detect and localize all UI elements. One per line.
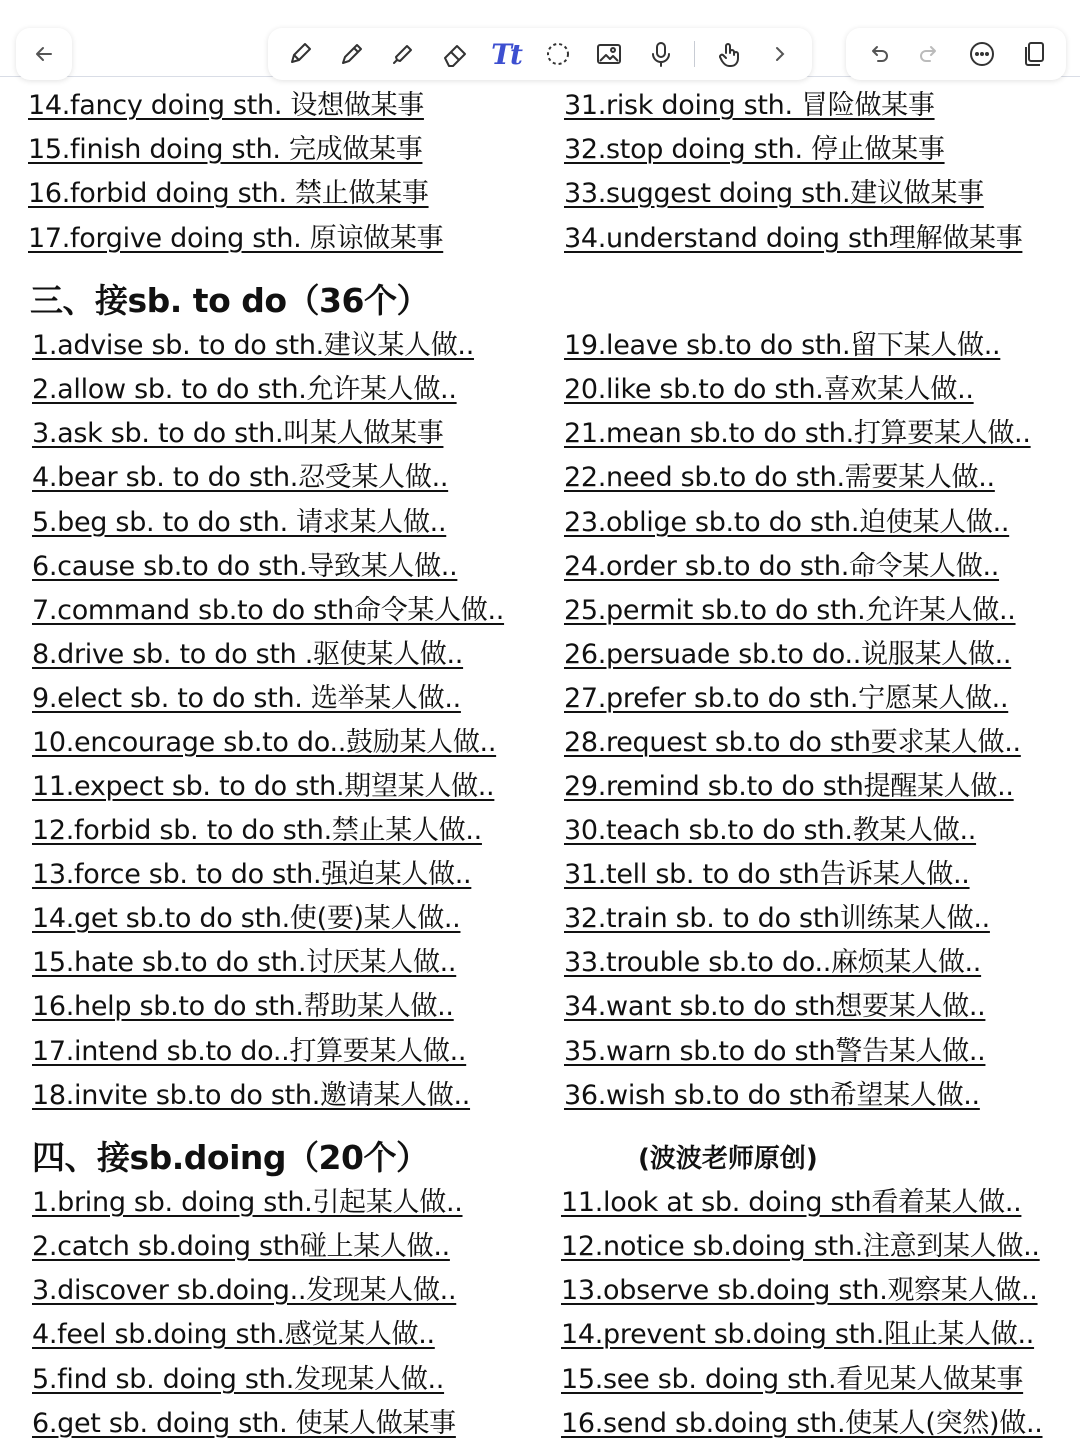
list-item: 31.tell sb. to do sth告诉某人做..: [564, 859, 970, 890]
back-arrow-icon: [26, 36, 62, 72]
lasso-icon[interactable]: [540, 36, 576, 72]
list-item: 23.oblige sb.to do sth.迫使某人做..: [564, 507, 1010, 538]
list-item: 9.elect sb. to do sth. 选举某人做..: [32, 683, 461, 714]
list-item: 16.help sb.to do sth.帮助某人做..: [32, 991, 454, 1022]
tool-palette: [268, 28, 812, 80]
highlighter-icon[interactable]: [385, 36, 421, 72]
list-item: 33.suggest doing sth.建议做某事: [564, 178, 984, 209]
list-item: 36.wish sb.to do sth希望某人做..: [564, 1080, 980, 1111]
image-icon[interactable]: [591, 36, 627, 72]
author-note: (波波老师原创): [638, 1144, 818, 1174]
list-item: 22.need sb.to do sth.需要某人做..: [564, 462, 995, 493]
list-item: 19.leave sb.to do sth.留下某人做..: [564, 330, 1001, 361]
list-item: 14.fancy doing sth. 设想做某事: [28, 90, 424, 121]
document-actions: [846, 28, 1066, 80]
list-item: 15.finish doing sth. 完成做某事: [28, 134, 423, 165]
list-item: 18.invite sb.to do sth.邀请某人做..: [32, 1080, 471, 1111]
pen-icon[interactable]: [282, 36, 318, 72]
list-item: 12.notice sb.doing sth.注意到某人做..: [561, 1231, 1040, 1262]
list-item: 14.get sb.to do sth.使(要)某人做..: [32, 903, 461, 934]
list-item: 3.ask sb. to do sth.叫某人做某事: [32, 418, 444, 449]
list-item: 31.risk doing sth. 冒险做某事: [564, 90, 935, 121]
list-item: 12.forbid sb. to do sth.禁止某人做..: [32, 815, 482, 846]
list-item: 11.look at sb. doing sth看着某人做..: [561, 1187, 1022, 1218]
undo-icon[interactable]: [860, 36, 896, 72]
list-item: 26.persuade sb.to do..说服某人做..: [564, 639, 1012, 670]
toolbar-separator: [694, 41, 695, 67]
list-item: 17.intend sb.to do..打算要某人做..: [32, 1036, 467, 1067]
list-item: 15.see sb. doing sth.看见某人做某事: [561, 1364, 1024, 1395]
redo-icon[interactable]: [912, 36, 948, 72]
list-item: 32.stop doing sth. 停止做某事: [564, 134, 945, 165]
list-item: 10.encourage sb.to do..鼓励某人做..: [32, 727, 497, 758]
list-item: 17.forgive doing sth. 原谅做某事: [28, 223, 444, 254]
chevron-right-icon[interactable]: [762, 36, 798, 72]
list-item: 5.find sb. doing sth.发现某人做..: [32, 1364, 445, 1395]
list-item: 8.drive sb. to do sth .驱使某人做..: [32, 639, 464, 670]
list-item: 11.expect sb. to do sth.期望某人做..: [32, 771, 495, 802]
pages-icon[interactable]: [1016, 36, 1052, 72]
microphone-icon[interactable]: [643, 36, 679, 72]
list-item: 14.prevent sb.doing sth.阻止某人做..: [561, 1319, 1035, 1350]
list-item: 4.feel sb.doing sth.感觉某人做..: [32, 1319, 435, 1350]
list-item: 35.warn sb.to do sth警告某人做..: [564, 1036, 986, 1067]
list-item: 25.permit sb.to do sth.允许某人做..: [564, 595, 1016, 626]
section-heading-4: 四、接sb.doing（20个）: [32, 1138, 429, 1177]
section-heading-3: 三、接sb. to do（36个）: [30, 281, 429, 320]
list-item: 29.remind sb.to do sth提醒某人做..: [564, 771, 1014, 802]
list-item: 3.discover sb.doing..发现某人做..: [32, 1275, 457, 1306]
list-item: 6.get sb. doing sth. 使某人做某事: [32, 1408, 456, 1439]
eraser-icon[interactable]: [437, 36, 473, 72]
text-tool-icon[interactable]: Tt: [491, 37, 521, 71]
list-item: 33.trouble sb.to do..麻烦某人做..: [564, 947, 982, 978]
list-item: 5.beg sb. to do sth. 请求某人做..: [32, 507, 447, 538]
list-item: 27.prefer sb.to do sth.宁愿某人做..: [564, 683, 1009, 714]
list-item: 1.bring sb. doing sth.引起某人做..: [32, 1187, 463, 1218]
list-item: 13.observe sb.doing sth.观察某人做..: [561, 1275, 1038, 1306]
list-item: 7.command sb.to do sth命令某人做..: [32, 595, 505, 626]
list-item: 34.want sb.to do sth想要某人做..: [564, 991, 986, 1022]
back-button[interactable]: [16, 28, 72, 80]
list-item: 1.advise sb. to do sth.建议某人做..: [32, 330, 474, 361]
list-item: 4.bear sb. to do sth.忍受某人做..: [32, 462, 449, 493]
more-icon[interactable]: [964, 36, 1000, 72]
list-item: 21.mean sb.to do sth.打算要某人做..: [564, 418, 1031, 449]
list-item: 30.teach sb.to do sth.教某人做..: [564, 815, 977, 846]
list-item: 2.allow sb. to do sth.允许某人做..: [32, 374, 457, 405]
list-item: 13.force sb. to do sth.强迫某人做..: [32, 859, 472, 890]
list-item: 20.like sb.to do sth.喜欢某人做..: [564, 374, 974, 405]
list-item: 32.train sb. to do sth训练某人做..: [564, 903, 990, 934]
list-item: 16.send sb.doing sth.使某人(突然)做..: [561, 1408, 1043, 1439]
list-item: 16.forbid doing sth. 禁止做某事: [28, 178, 429, 209]
list-item: 15.hate sb.to do sth.讨厌某人做..: [32, 947, 457, 978]
list-item: 28.request sb.to do sth要求某人做..: [564, 727, 1021, 758]
list-item: 34.understand doing sth理解做某事: [564, 223, 1023, 254]
list-item: 24.order sb.to do sth.命令某人做..: [564, 551, 1000, 582]
pencil-icon[interactable]: [334, 36, 370, 72]
touch-gesture-icon[interactable]: [711, 36, 747, 72]
list-item: 2.catch sb.doing sth碰上某人做..: [32, 1231, 450, 1262]
list-item: 6.cause sb.to do sth.导致某人做..: [32, 551, 458, 582]
